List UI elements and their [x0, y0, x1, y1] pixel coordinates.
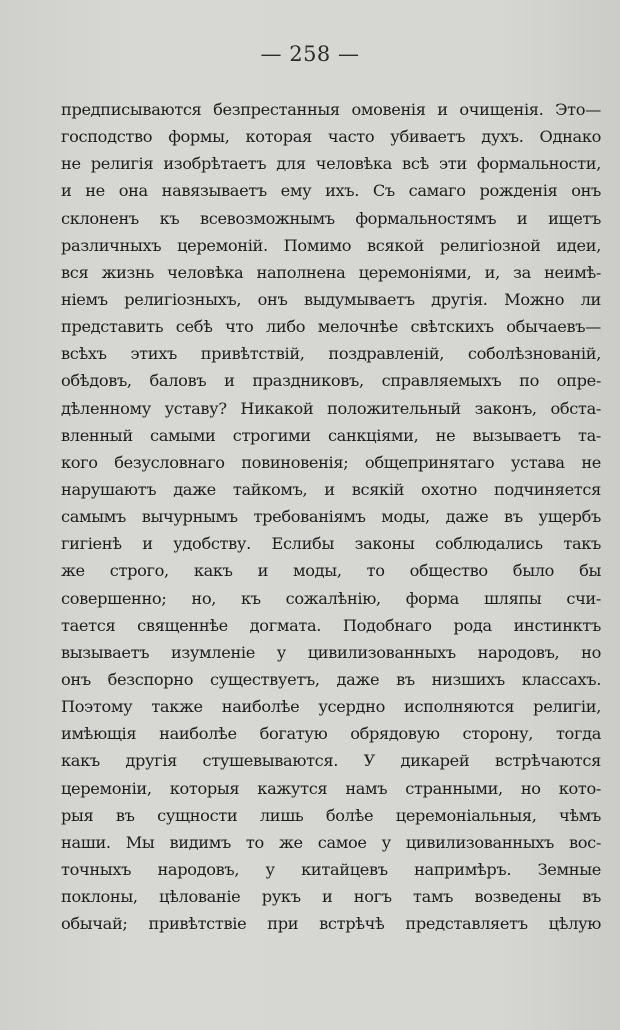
text-line: же строго, какъ и моды, то общество было бы [61, 561, 601, 581]
text-line: тается священнѣе догмата. Подобнаго рода инстинктъ [61, 615, 601, 635]
text-line: церемоніи, которыя кажутся намъ странными, но кото- [61, 778, 601, 798]
text-line: кого безусловнаго повиновенія; общепринятаго устава не [61, 452, 601, 472]
text-line: дѣленному уставу? Никакой положительный законъ, обста- [61, 398, 601, 418]
text-line: предписываются безпрестанныя омовенія и очищенія. Это— [61, 100, 601, 119]
text-line: имѣющія наиболѣе богатую обрядовую сторону, тогда [61, 724, 601, 744]
text-line: совершенно; но, къ сожалѣнію, форма шляпы счи- [61, 588, 601, 608]
text-line: наши. Мы видимъ то же самое у цивилизованныхъ вос- [61, 832, 601, 852]
text-line: гигіенѣ и удобству. Еслибы законы соблюдались такъ [61, 534, 601, 554]
text-line: вленный самыми строгими санкціями, не вызываетъ та- [61, 425, 601, 445]
text-line: точныхъ народовъ, у китайцевъ напримѣръ. Земные [61, 859, 601, 879]
text-line: склоненъ къ всевозможнымъ формальностямъ и ищетъ [61, 208, 601, 228]
text-line: какъ другія стушевываются. У дикарей встрѣчаются [61, 751, 601, 771]
body-text [61, 96, 601, 937]
text-line: всѣхъ этихъ привѣтствій, поздравленій, соболѣзнованій, [61, 344, 601, 364]
text-line: и не она навязываетъ ему ихъ. Съ самаго рожденія онъ [61, 181, 601, 201]
text-line: вся жизнь человѣка наполнена церемоніями, и, за неимѣ- [61, 262, 601, 282]
text-line: нарушаютъ даже тайкомъ, и всякій охотно подчиняется [61, 479, 601, 499]
text-line: обѣдовъ, баловъ и праздниковъ, справляемыхъ по опре- [61, 371, 601, 391]
text-line: Поэтому также наиболѣе усердно исполняются религіи, [61, 697, 601, 717]
text-line: различныхъ церемоній. Помимо всякой религіозной идеи, [61, 235, 601, 255]
page-number: — 258 — [260, 42, 360, 66]
text-line: ніемъ религіозныхъ, онъ выдумываетъ другія. Можно ли [61, 289, 601, 309]
text-line: поклоны, цѣлованіе рукъ и ногъ тамъ возведены въ [61, 887, 601, 907]
text-line: рыя въ сущности лишь болѣе церемоніальныя, чѣмъ [61, 805, 601, 825]
text-line: господство формы, которая часто убиваетъ духъ. Однако [61, 127, 601, 147]
text-line: обычай; привѣтствіе при встрѣчѣ представляетъ цѣлую [61, 914, 601, 934]
text-line: самымъ вычурнымъ требованіямъ моды, даже въ ущербъ [61, 507, 601, 527]
text-line: вызываетъ изумленіе у цивилизованныхъ народовъ, но [61, 642, 601, 662]
text-line: онъ безспорно существуетъ, даже въ низшихъ классахъ. [61, 669, 601, 689]
text-line: представить себѣ что либо мелочнѣе свѣтскихъ обычаевъ— [61, 317, 601, 337]
text-line: не религія изобрѣтаетъ для человѣка всѣ эти формальности, [61, 154, 601, 174]
